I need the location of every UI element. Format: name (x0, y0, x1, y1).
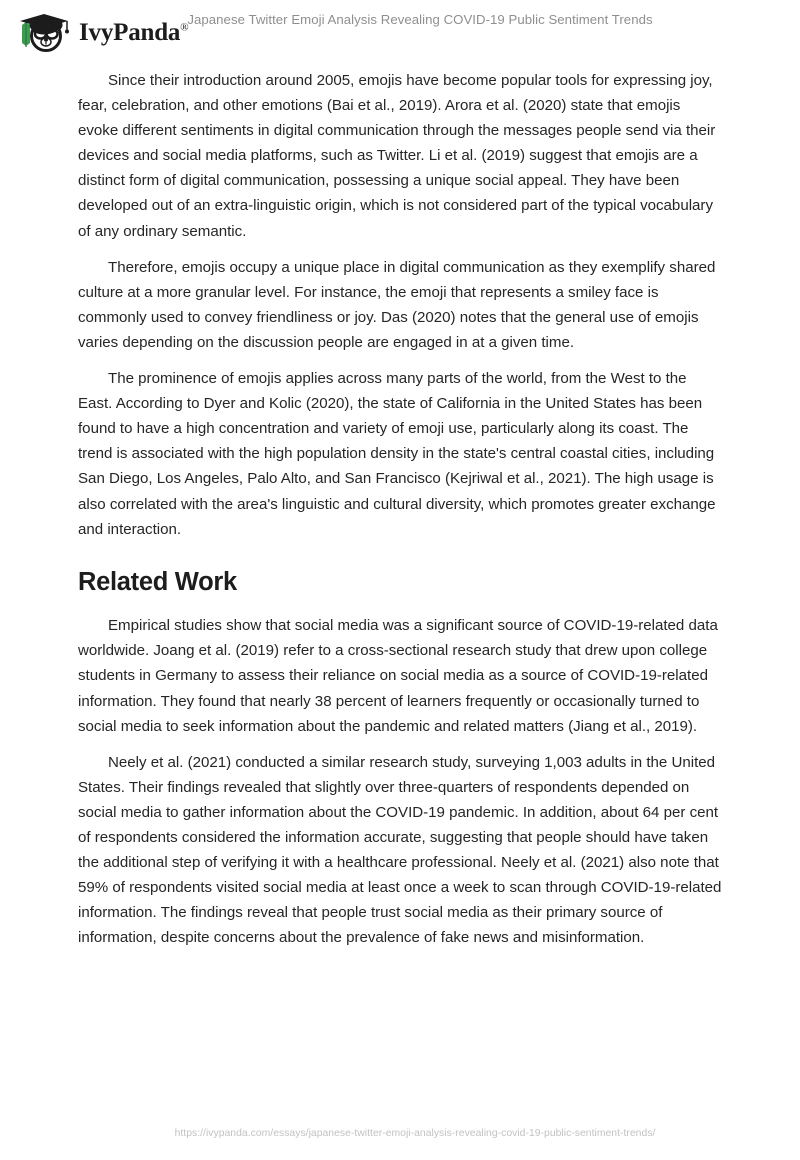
registered-mark: ® (180, 21, 189, 34)
paragraph: Therefore, emojis occupy a unique place in digital communication as they exemplify shared culture at a more granular level. For instance, the emoji that represents a smiley face is commonly used to convey friendliness or joy. Das (2020) notes that the general use of emojis varies depending on the discussion people are engaged in at a given time. (78, 258, 716, 351)
document-title: Japanese Twitter Emoji Analysis Revealing COVID-19 Public Sentiment Trends (187, 12, 653, 27)
page-footer (0, 1123, 800, 1141)
paragraph: The prominence of emojis applies across many parts of the world, from the West to the East. According to Dyer and Kolic (2020), the state of California in the United States has been found to have a high concentration and variety of emoji use, particularly along its coast. The trend is associated with the high population density in the state's central coastal cities, including San Diego, Los Angeles, Palo Alto, and San Francisco (Kejriwal et al., 2021). The high usage is also correlated with the area's linguistic and cultural diversity, which promotes greater exchange and interaction. (78, 370, 716, 538)
section-heading-related-work: Related Work (78, 567, 237, 596)
paragraph: Since their introduction around 2005, emojis have become popular tools for expressing joy, fear, celebration, and other emotions (Bai et al., 2019). Arora et al. (2020) state that emojis evoke different sentiments in digital communication through the messages people send via their devices and social media platforms, such as Twitter. Li et al. (2019) suggest that emojis are a distinct form of digital communication, possessing a unique social appeal. They have been developed out of an extra-linguistic origin, which is not considered part of the typical vocabulary of any ordinary semantic. (78, 72, 716, 240)
brand-name-text: IvyPanda (79, 18, 181, 46)
page-header (0, 0, 800, 60)
source-url-link[interactable]: https://ivypanda.com/essays/japanese-twitter-emoji-analysis-revealing-covid-19-public-sentiment-trends/ (174, 1128, 656, 1139)
paragraph: Empirical studies show that social media was a significant source of COVID-19-related data worldwide. Joang et al. (2019) refer to a cross-sectional research study that drew upon college students in Germany to assess their reliance on social media as a source of COVID-19-related information. They found that nearly 38 percent of learners frequently or occasionally turned to social media to seek information about the pandemic and related matters (Jiang et al., 2019). (78, 617, 718, 735)
paragraph: Neely et al. (2021) conducted a similar research study, surveying 1,003 adults in the United States. Their findings revealed that slightly over three-quarters of respondents depended on social media to gather information about the COVID-19 pandemic. In addition, about 64 per cent of respondents considered the information accurate, suggesting that people should have taken the additional step of verifying it with a healthcare professional. Neely et al. (2021) also note that 59% of respondents visited social media at least once a week to scan through COVID-19-related information. The findings reveal that people trust social media as their primary source of information, despite concerns about the prevalence of fake news and misinformation. (78, 753, 722, 947)
document-body (78, 68, 723, 951)
